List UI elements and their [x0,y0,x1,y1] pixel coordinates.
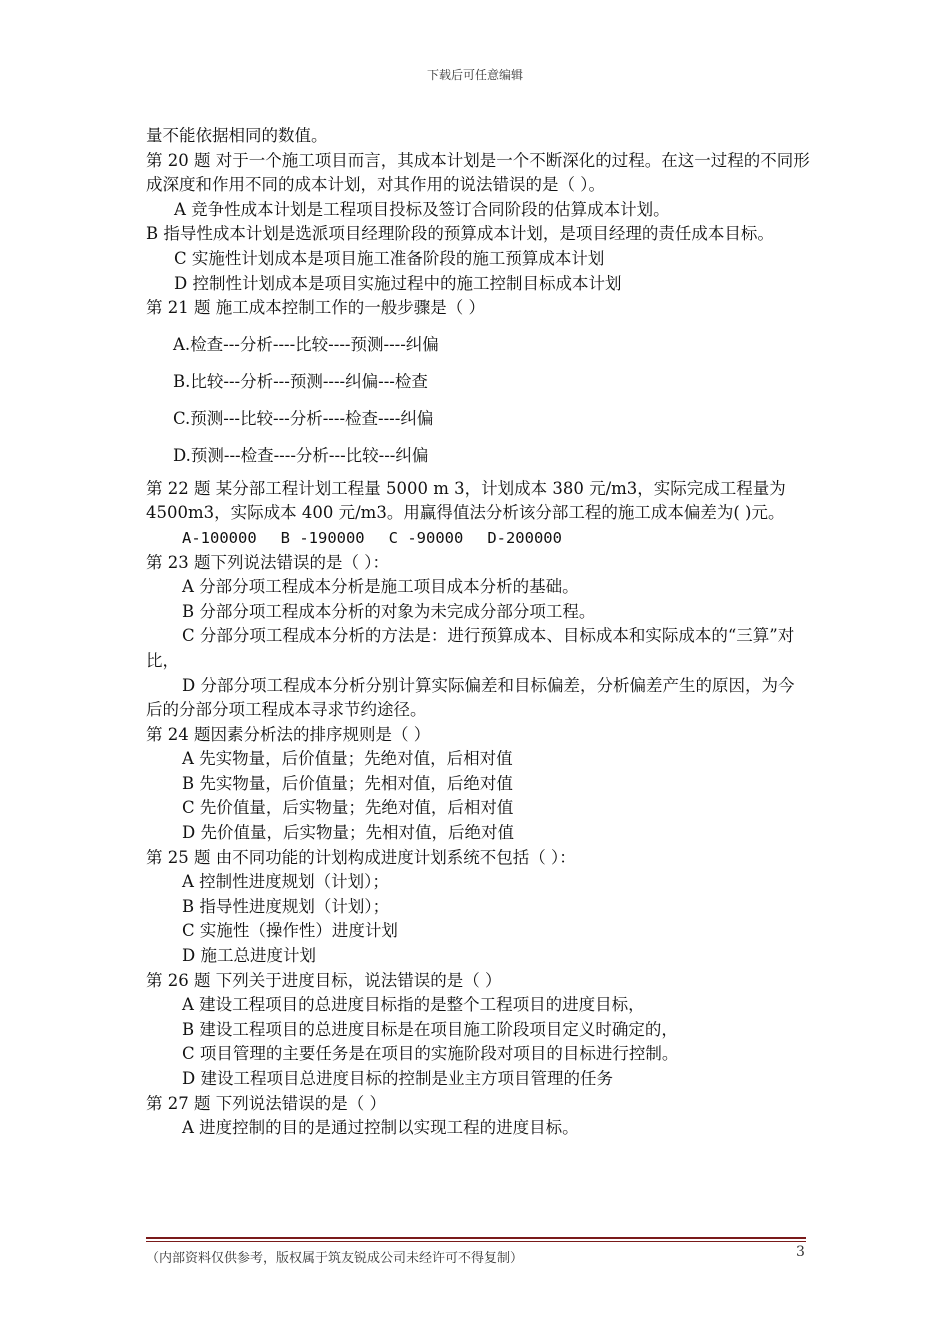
option-d: D-200000 [487,528,562,547]
options-row [146,526,810,551]
footer-divider [146,1237,806,1239]
option-a: A 竞争性成本计划是工程项目投标及签订合同阶段的估算成本计划。 [174,199,670,219]
option-d: D 分部分项工程成本分析分别计算实际偏差和目标偏差，分析偏差产生的原因，为今后的分部分项工程成本寻求节约途径。 [146,675,795,720]
option-c: C.预测---比较---分析----检查----纠偏 [173,408,434,428]
option-a: A-100000 [182,528,257,547]
option-d: D 建设工程项目总进度目标的控制是业主方项目管理的任务 [182,1069,613,1088]
option-d: D 施工总进度计划 [182,946,316,966]
page-number: 3 [796,1244,805,1260]
question-27: 第 27 题 下列说法错误的是（ ） [146,1093,386,1113]
paragraph: 量不能依据相同的数值。 [146,126,328,145]
option-b: B 指导性成本计划是选派项目经理阶段的预算成本计划，是项目经理的责任成本目标。 [146,224,774,244]
option-c: C 先价值量，后实物量；先绝对值，后相对值 [182,798,514,818]
option-c: C 项目管理的主要任务是在项目的实施阶段对项目的目标进行控制。 [182,1044,679,1064]
option-a: A 进度控制的目的是通过控制以实现工程的进度目标。 [182,1118,579,1138]
option-c: C 实施性（操作性）进度计划 [182,921,398,941]
question-25: 第 25 题 由不同功能的计划构成进度计划系统不包括（ ）： [146,847,576,867]
option-c: C 分部分项工程成本分析的方法是：进行预算成本、目标成本和实际成本的“三算”对比， [146,626,795,670]
question-22: 第 22 题 某分部工程计划工程量 5000 m 3，计划成本 380 元/m3，实际完成工程量为 4500m3，实际成本 400 元/m3。用赢得值法分析该分部工程的施工成本偏差为( )元。 [146,478,786,523]
footer-divider-thin [146,1241,806,1242]
document-body [146,124,810,1141]
option-d: D 控制性计划成本是项目实施过程中的施工控制目标成本计划 [174,273,622,293]
option-a: A 建设工程项目的总进度目标指的是整个工程项目的进度目标， [182,995,645,1015]
option-b: B 建设工程项目的总进度目标是在项目施工阶段项目定义时确定的， [182,1019,678,1039]
question-23: 第 23 题下列说法错误的是（ ）： [146,552,389,572]
option-b: B -190000 [280,528,365,547]
question-20: 第 20 题 对于一个施工项目而言，其成本计划是一个不断深化的过程。在这一过程的不同形成深度和作用不同的成本计划，对其作用的说法错误的是（ ）。 [146,150,810,195]
option-a: A 控制性进度规划（计划）； [182,872,389,892]
option-c: C 实施性计划成本是项目施工准备阶段的施工预算成本计划 [174,248,605,268]
option-b: B 分部分项工程成本分析的对象为未完成分部分项工程。 [182,601,596,621]
page-header: 下载后可任意编辑 [426,68,523,82]
option-a: A 分部分项工程成本分析是施工项目成本分析的基础。 [182,577,579,597]
option-a: A.检查---分析----比较----预测----纠偏 [173,334,439,354]
option-d: D.预测---检查----分析---比较---纠偏 [173,445,429,465]
question-24: 第 24 题因素分析法的排序规则是（ ） [146,724,431,744]
option-b: B.比较---分析---预测----纠偏---检查 [173,371,428,391]
option-b: B 指导性进度规划（计划）； [182,896,390,916]
option-c: C -90000 [388,528,464,547]
question-26: 第 26 题 下列关于进度目标，说法错误的是（ ） [146,970,502,990]
footer-note: （内部资料仅供参考，版权属于筑友锐成公司未经许可不得复制） [146,1251,524,1266]
question-21: 第 21 题 施工成本控制工作的一般步骤是（ ） [146,298,485,318]
option-a: A 先实物量，后价值量；先绝对值，后相对值 [182,749,513,769]
option-d: D 先价值量，后实物量；先相对值，后绝对值 [182,823,514,843]
option-b: B 先实物量，后价值量；先相对值，后绝对值 [182,773,513,793]
